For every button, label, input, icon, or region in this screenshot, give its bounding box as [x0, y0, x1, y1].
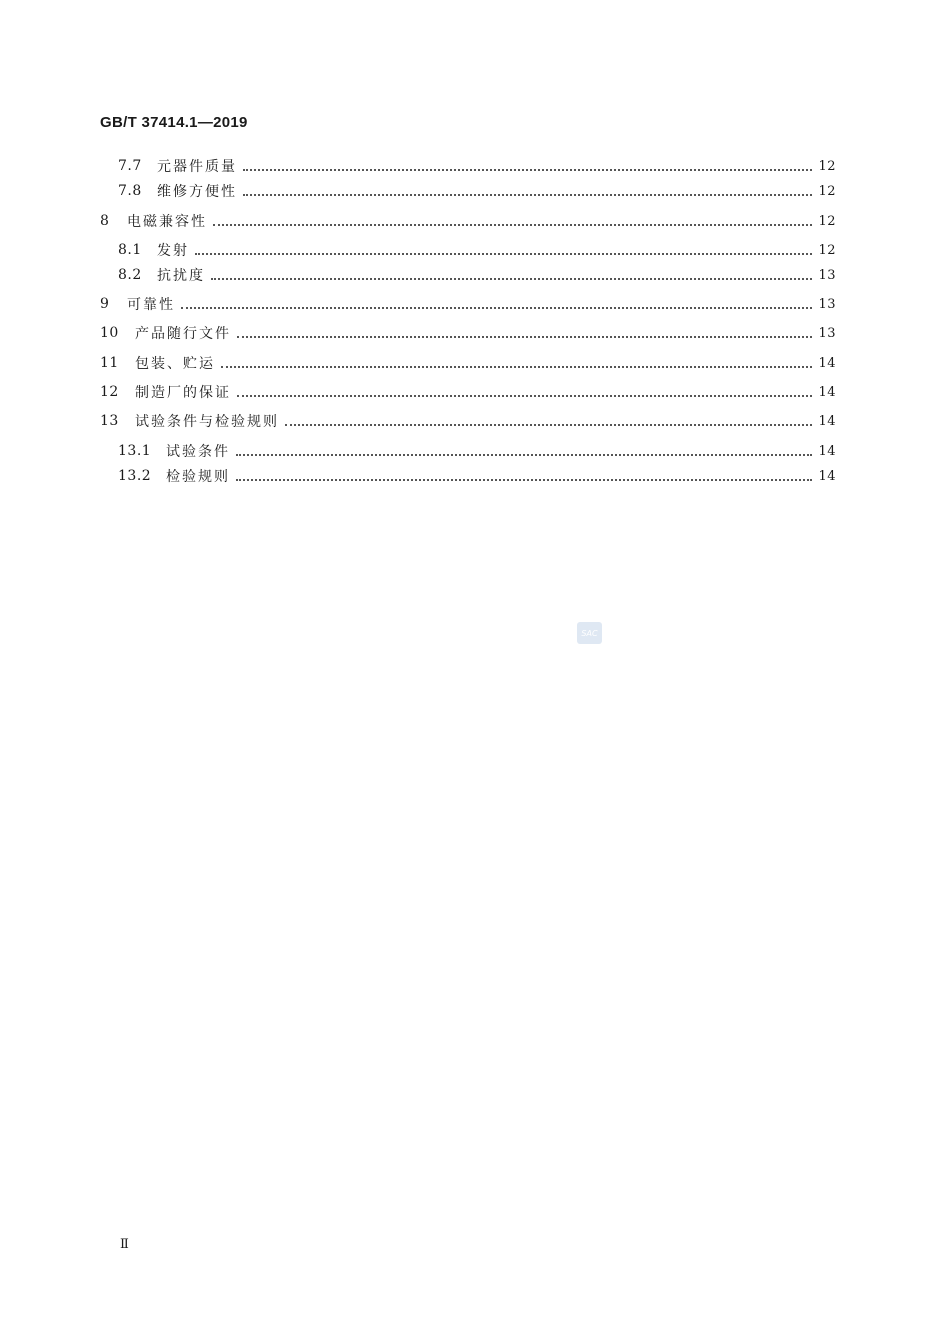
toc-title: 产品随行文件 [135, 326, 231, 342]
dot-leader [211, 277, 812, 280]
toc-title: 电磁兼容性 [127, 214, 207, 230]
toc-entry-8-2[interactable] [118, 264, 836, 286]
toc-number: 8.2 [118, 267, 142, 283]
toc-title: 维修方便性 [157, 184, 237, 200]
dot-leader [285, 423, 812, 426]
toc-title: 可靠性 [127, 297, 175, 313]
document-code: GB/T 37414.1—2019 [100, 114, 248, 131]
toc-number: 8 [100, 213, 110, 229]
toc-number: 13 [100, 413, 119, 429]
toc-page: 14 [818, 413, 836, 429]
toc-title: 发射 [157, 243, 189, 259]
sac-logo-icon: SAC [577, 622, 602, 644]
toc-entry-11[interactable] [100, 352, 836, 374]
dot-leader [221, 365, 812, 368]
toc-page: 12 [818, 242, 836, 258]
toc-entry-12[interactable] [100, 381, 836, 403]
dot-leader [195, 252, 812, 255]
toc-entry-7-8[interactable] [118, 180, 836, 202]
toc-page: 14 [818, 468, 836, 484]
toc-title: 试验条件与检验规则 [135, 414, 279, 430]
toc-number: 13.2 [118, 468, 152, 484]
toc-entry-13[interactable] [100, 410, 836, 432]
toc-number: 10 [100, 325, 119, 341]
toc-title: 包装、贮运 [135, 356, 215, 372]
toc-entry-10[interactable] [100, 322, 836, 344]
toc-entry-13-2[interactable] [118, 465, 836, 487]
dot-leader [236, 478, 812, 481]
dot-leader [237, 394, 812, 397]
toc-entry-9[interactable] [100, 293, 836, 315]
toc-page: 13 [818, 325, 836, 341]
toc-page: 14 [818, 355, 836, 371]
toc-page: 14 [818, 443, 836, 459]
dot-leader [181, 306, 812, 309]
toc-number: 11 [100, 355, 119, 371]
toc-page: 13 [818, 267, 836, 283]
toc-page: 13 [818, 296, 836, 312]
toc-title: 检验规则 [166, 469, 230, 485]
toc-entry-8[interactable] [100, 210, 836, 232]
toc-number: 7.7 [118, 158, 142, 174]
dot-leader [243, 168, 812, 171]
toc-entry-13-1[interactable] [118, 440, 836, 462]
toc-title: 试验条件 [166, 444, 230, 460]
dot-leader [237, 335, 812, 338]
dot-leader [213, 223, 812, 226]
toc-page: 12 [818, 158, 836, 174]
toc-page: 14 [818, 384, 836, 400]
toc-number: 8.1 [118, 242, 142, 258]
toc-entry-8-1[interactable] [118, 239, 836, 261]
toc-number: 12 [100, 384, 119, 400]
toc-entry-7-7[interactable] [118, 155, 836, 177]
toc-page: 12 [818, 213, 836, 229]
toc-number: 7.8 [118, 183, 142, 199]
toc-number: 9 [100, 296, 110, 312]
toc-page: 12 [818, 183, 836, 199]
toc-title: 制造厂的保证 [135, 385, 231, 401]
toc-title: 抗扰度 [157, 268, 205, 284]
toc-title: 元器件质量 [157, 159, 237, 175]
toc-number: 13.1 [118, 443, 152, 459]
dot-leader [236, 453, 812, 456]
page-number: Ⅱ [120, 1237, 129, 1252]
dot-leader [243, 193, 812, 196]
